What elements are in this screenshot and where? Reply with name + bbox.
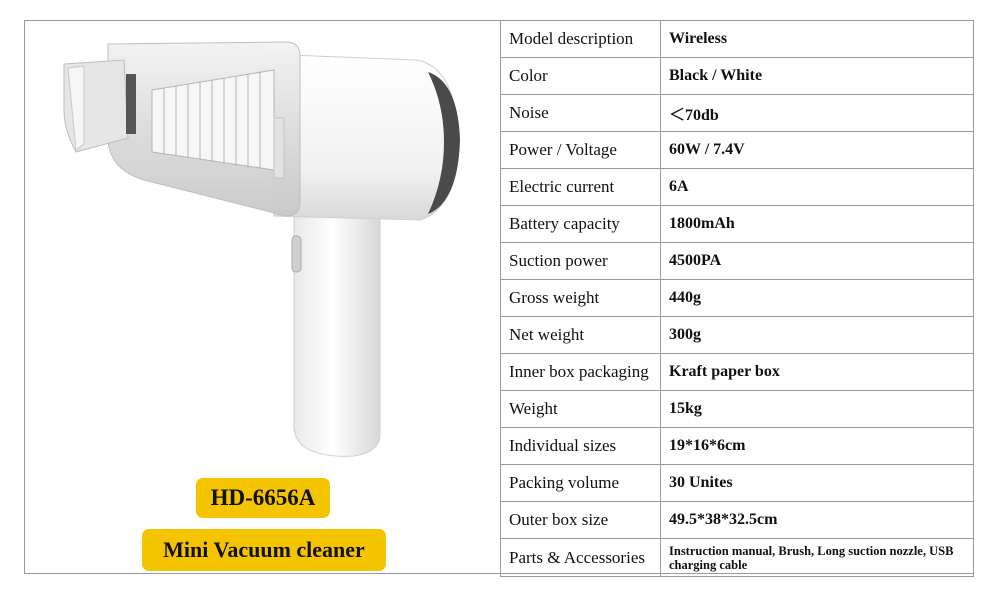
spec-label: Electric current bbox=[501, 169, 661, 206]
spec-value: 19*16*6cm bbox=[661, 428, 974, 465]
spec-label: Parts & Accessories bbox=[501, 539, 661, 577]
table-row bbox=[501, 317, 974, 354]
table-row bbox=[501, 539, 974, 577]
table-row bbox=[501, 280, 974, 317]
spec-value: 300g bbox=[661, 317, 974, 354]
spec-value: 60W / 7.4V bbox=[661, 132, 974, 169]
spec-value: 4500PA bbox=[661, 243, 974, 280]
spec-value: Kraft paper box bbox=[661, 354, 974, 391]
spec-label: Noise bbox=[501, 95, 661, 132]
spec-label: Outer box size bbox=[501, 502, 661, 539]
product-panel bbox=[24, 20, 500, 574]
vacuum-cleaner-image bbox=[24, 20, 500, 490]
product-name-badge: Mini Vacuum cleaner bbox=[142, 529, 386, 571]
spec-value: 6A bbox=[661, 169, 974, 206]
table-row bbox=[501, 132, 974, 169]
table-row bbox=[501, 206, 974, 243]
table-row bbox=[501, 428, 974, 465]
spec-value: 15kg bbox=[661, 391, 974, 428]
table-row bbox=[501, 21, 974, 58]
spec-value: Black / White bbox=[661, 58, 974, 95]
table-row bbox=[501, 243, 974, 280]
model-number-badge: HD-6656A bbox=[196, 478, 330, 518]
table-row bbox=[501, 58, 974, 95]
spec-value: Wireless bbox=[661, 21, 974, 58]
spec-value: 1800mAh bbox=[661, 206, 974, 243]
table-row bbox=[501, 95, 974, 132]
spec-value: 30 Unites bbox=[661, 465, 974, 502]
spec-value: ＜70db bbox=[661, 95, 974, 132]
spec-label: Suction power bbox=[501, 243, 661, 280]
spec-label: Weight bbox=[501, 391, 661, 428]
spec-label: Individual sizes bbox=[501, 428, 661, 465]
spec-label: Inner box packaging bbox=[501, 354, 661, 391]
table-row bbox=[501, 169, 974, 206]
table-row bbox=[501, 354, 974, 391]
spec-label: Power / Voltage bbox=[501, 132, 661, 169]
spec-value: 440g bbox=[661, 280, 974, 317]
spec-label: Packing volume bbox=[501, 465, 661, 502]
specification-table bbox=[500, 20, 974, 577]
spec-label: Color bbox=[501, 58, 661, 95]
spec-label: Model description bbox=[501, 21, 661, 58]
spec-label: Battery capacity bbox=[501, 206, 661, 243]
spec-value: Instruction manual, Brush, Long suction nozzle, USB charging cable bbox=[661, 539, 974, 577]
spec-value: 49.5*38*32.5cm bbox=[661, 502, 974, 539]
table-row bbox=[501, 465, 974, 502]
spec-label: Net weight bbox=[501, 317, 661, 354]
spec-label: Gross weight bbox=[501, 280, 661, 317]
table-row bbox=[501, 502, 974, 539]
table-row bbox=[501, 391, 974, 428]
